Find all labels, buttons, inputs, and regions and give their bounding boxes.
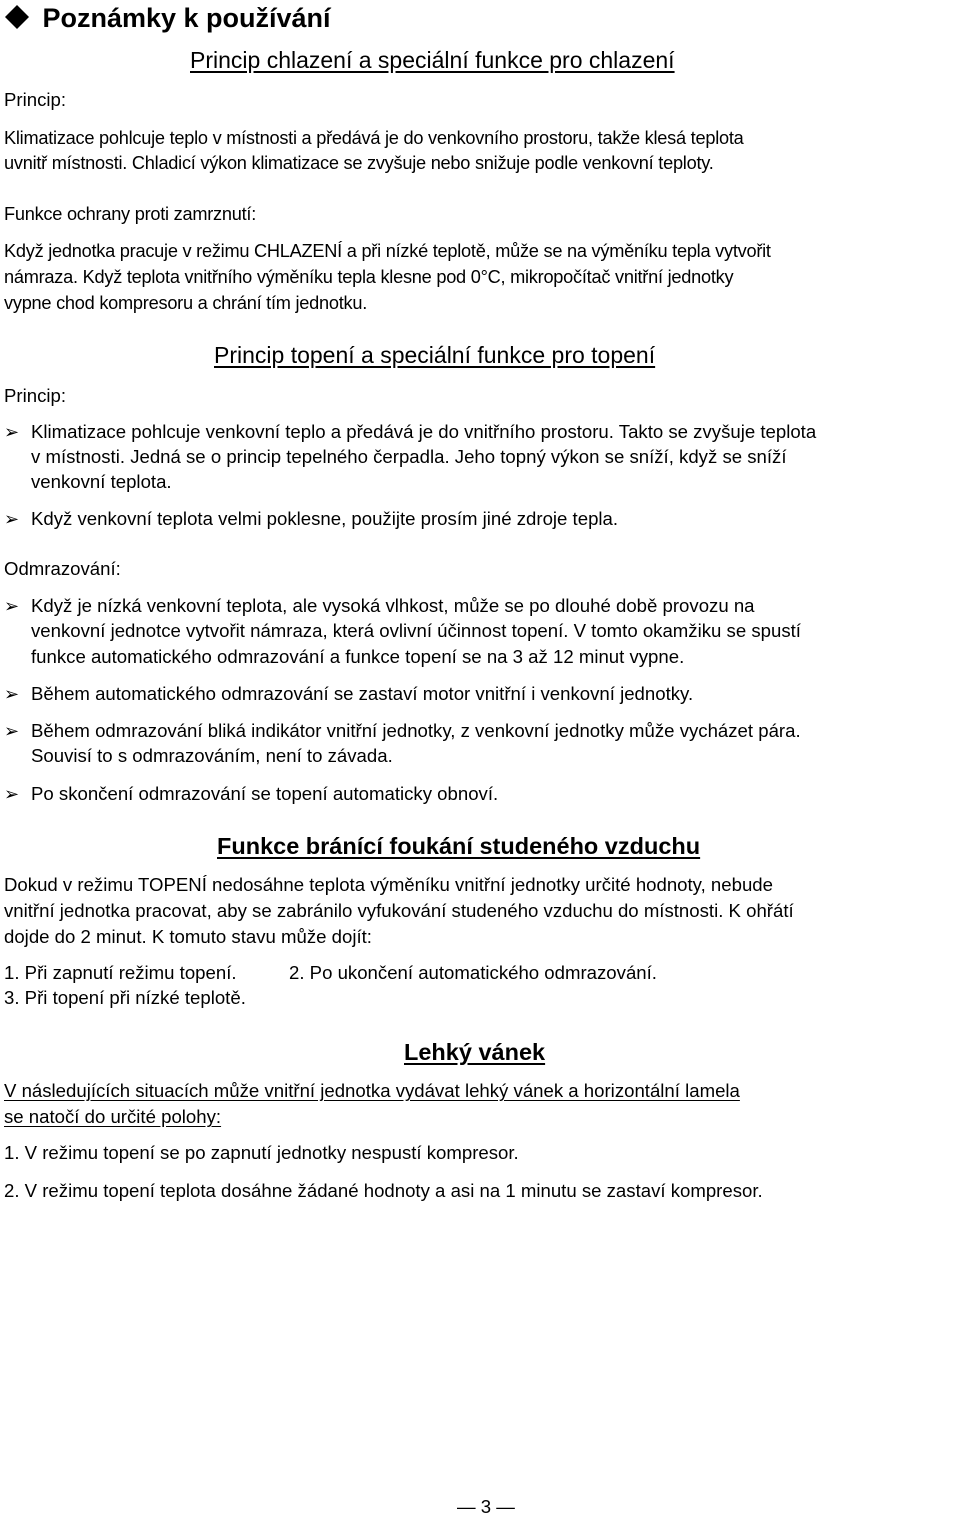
breeze-item: 2. V režimu topení teplota dosáhne žádané hodnoty a asi na 1 minutu se zastaví kompresor. xyxy=(4,1180,763,1201)
heating-principle-label: Princip: xyxy=(4,385,67,406)
title-row xyxy=(4,2,331,34)
cooling-text-line: uvnitř místnosti. Chladicí výkon klimatizace se zvyšuje nebo snižuje podle venkovní teploty. xyxy=(4,153,714,173)
breeze-intro-line: se natočí do určité polohy: xyxy=(4,1106,222,1127)
arrow-bullet-icon: ➢ xyxy=(4,684,20,704)
arrow-bullet-icon: ➢ xyxy=(4,422,20,442)
frost-text-line: Když jednotka pracuje v režimu CHLAZENÍ a při nízké teplotě, může se na výměníku tepla vytvořit xyxy=(4,241,771,261)
arrow-bullet-icon: ➢ xyxy=(4,784,20,804)
frost-text-line: vypne chod kompresoru a chrání tím jednotku. xyxy=(4,293,368,313)
breeze-heading: Lehký vánek xyxy=(404,1039,546,1065)
page-title: Poznámky k používání xyxy=(42,3,331,33)
defrost-bullet-line: Během odmrazování bliká indikátor vnitřní jednotky, z venkovní jednotky může vycházet pára. xyxy=(31,720,801,741)
cooling-heading: Princip chlazení a speciální funkce pro chlazení xyxy=(190,47,675,73)
page-number: — 3 — xyxy=(457,1496,515,1517)
arrow-bullet-icon: ➢ xyxy=(4,721,20,741)
frost-text-line: námraza. Když teplota vnitřního výměníku tepla klesne pod 0°C, mikropočítač vnitřní jednotky xyxy=(4,267,734,287)
heating-heading: Princip topení a speciální funkce pro topení xyxy=(214,342,656,368)
cold-air-text-line: vnitřní jednotka pracovat, aby se zabránilo vyfukování studeného vzduchu do místnosti. K ohřátí xyxy=(4,900,794,921)
arrow-bullet-icon: ➢ xyxy=(4,509,20,529)
frost-protection-title: Funkce ochrany proti zamrznutí: xyxy=(4,204,257,224)
heating-bullet-line: v místnosti. Jedná se o princip tepelného čerpadla. Jeho topný výkon se sníží, když se sníží xyxy=(31,446,787,467)
cooling-text-line: Klimatizace pohlcuje teplo v místnosti a předává je do venkovního prostoru, takže klesá teplota xyxy=(4,128,744,148)
heating-bullet-line: Když venkovní teplota velmi poklesne, použijte prosím jiné zdroje tepla. xyxy=(31,508,619,529)
cold-air-text-line: Dokud v režimu TOPENÍ nedosáhne teplota výměníku vnitřní jednotky určité hodnoty, nebude xyxy=(4,874,773,895)
heating-bullet-line: Klimatizace pohlcuje venkovní teplo a předává je do vnitřního prostoru. Takto se zvyšuje teplota xyxy=(31,421,817,442)
defrost-bullet-line: Když je nízká venkovní teplota, ale vysoká vlhkost, může se po dlouhé době provozu na xyxy=(31,595,755,616)
cold-air-item: 2. Po ukončení automatického odmrazování. xyxy=(289,962,657,983)
defrost-label: Odmrazování: xyxy=(4,558,121,579)
cold-air-text-line: dojde do 2 minut. K tomuto stavu může dojít: xyxy=(4,926,372,947)
defrost-bullet-line: funkce automatického odmrazování a funkce topení se na 3 až 12 minut vypne. xyxy=(31,646,685,667)
cold-air-item: 1. Při zapnutí režimu topení. xyxy=(4,962,237,983)
cold-air-heading: Funkce bránící foukání studeného vzduchu xyxy=(217,833,701,859)
breeze-item: 1. V režimu topení se po zapnutí jednotky nespustí kompresor. xyxy=(4,1142,519,1163)
cold-air-item: 3. Při topení při nízké teplotě. xyxy=(4,987,246,1008)
diamond-bullet-icon xyxy=(4,4,30,30)
breeze-intro-line: V následujících situacích může vnitřní jednotka vydávat lehký vánek a horizontální lamela xyxy=(4,1080,740,1101)
defrost-bullet-line: Po skončení odmrazování se topení automaticky obnoví. xyxy=(31,783,499,804)
heating-bullet-line: venkovní teplota. xyxy=(31,471,172,492)
cooling-principle-label: Princip: xyxy=(4,89,67,110)
arrow-bullet-icon: ➢ xyxy=(4,596,20,616)
defrost-bullet-line: Souvisí to s odmrazováním, není to závada. xyxy=(31,745,393,766)
defrost-bullet-line: Během automatického odmrazování se zastaví motor vnitřní i venkovní jednotky. xyxy=(31,683,694,704)
defrost-bullet-line: venkovní jednotce vytvořit námraza, která ovlivní účinnost topení. V tomto okamžiku se spustí xyxy=(31,620,801,641)
